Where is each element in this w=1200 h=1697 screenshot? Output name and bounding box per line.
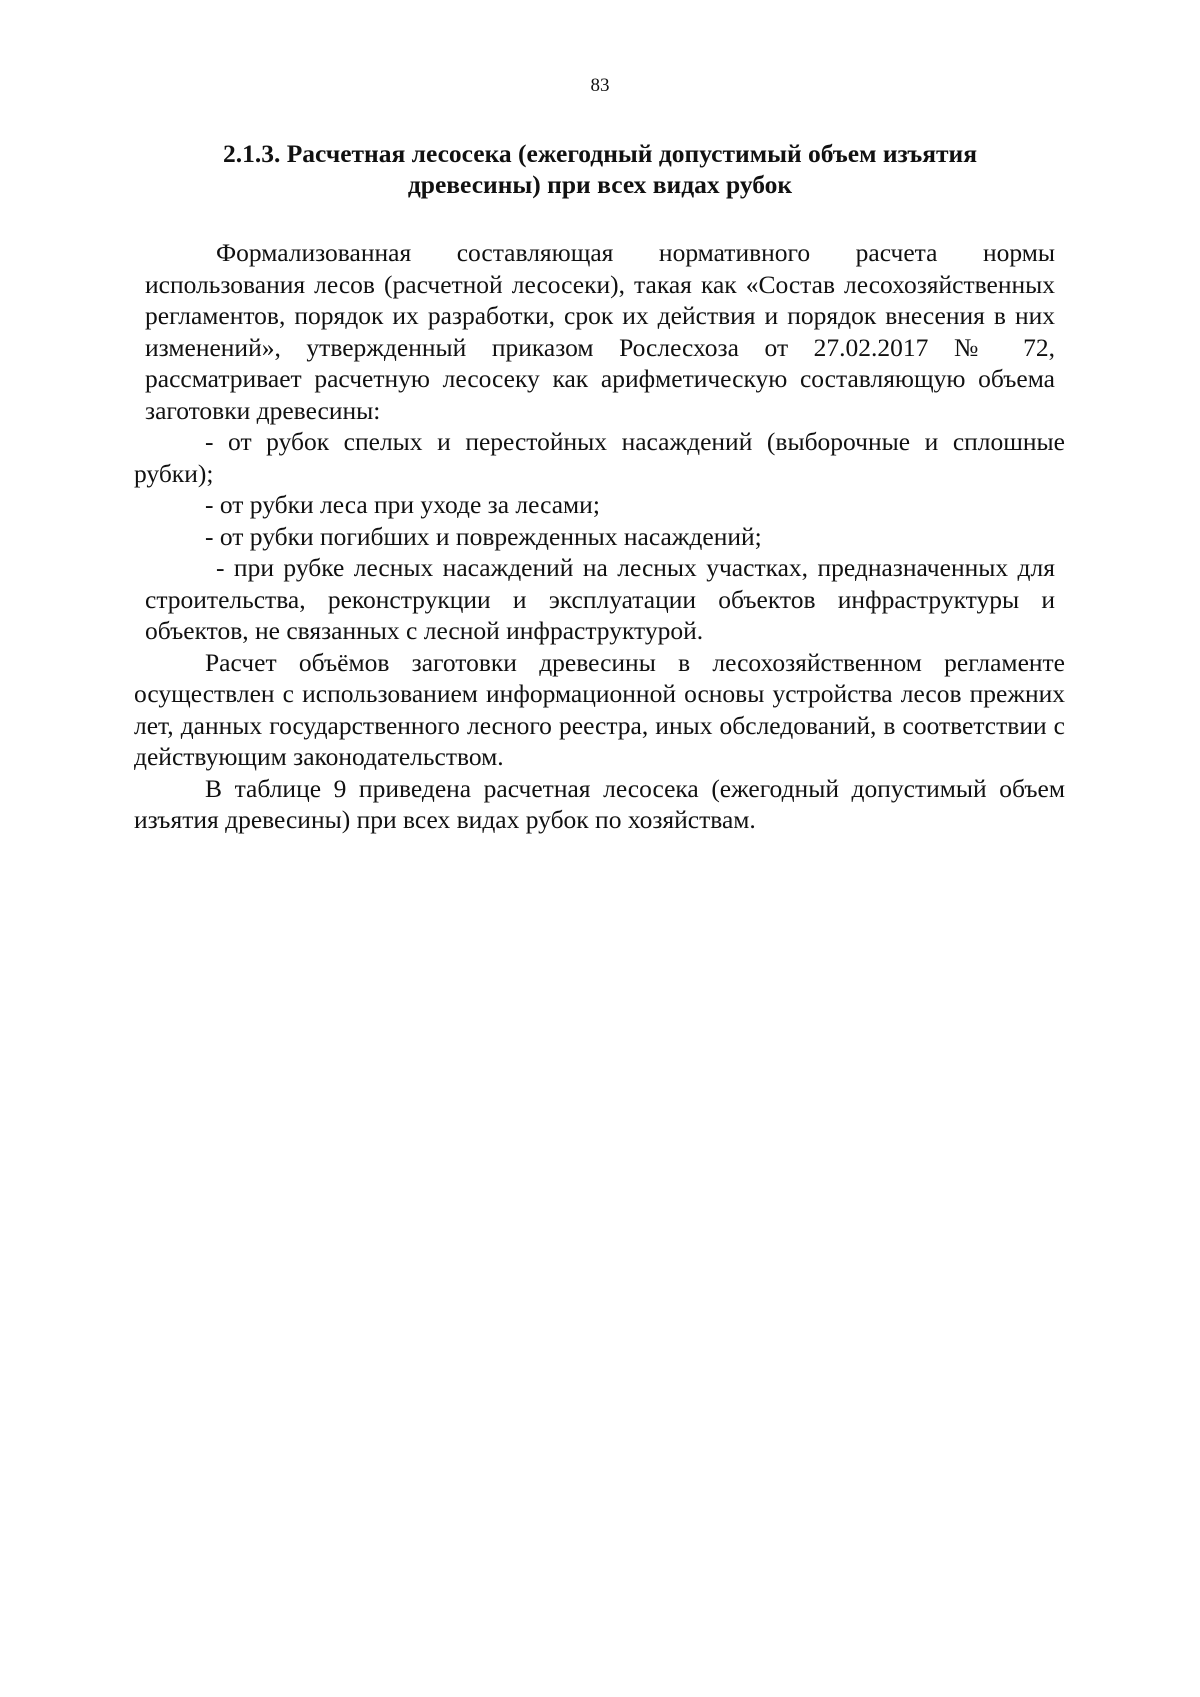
list-item-infrastructure: - при рубке лесных насаждений на лесных участках, предназначенных для строительства, реконструкции и эксплуатации объектов инфраструктуры и объектов, не связанных с лесной инфраструктурой. (145, 553, 1055, 645)
document-body (0, 237, 1200, 836)
section-heading-line-1: 2.1.3. Расчетная лесосека (ежегодный допустимый объем изъятия (222, 139, 978, 168)
paragraph-table-reference: В таблице 9 приведена расчетная лесосека (ежегодный допустимый объем изъятия древесины) при всех видах рубок по хозяйствам. (134, 773, 1065, 834)
page-number: 83 (590, 75, 610, 96)
section-heading-line-2: древесины) при всех видах рубок (407, 170, 793, 199)
list-item-care-felling: - от рубки леса при уходе за лесами; (205, 490, 600, 519)
list-item-dead-stands: - от рубки погибших и поврежденных насаждений; (205, 521, 762, 551)
section-heading (150, 138, 1050, 200)
list-item-mature-stands: - от рубок спелых и перестойных насаждений (выборочные и сплошные рубки); (134, 427, 1065, 488)
paragraph-intro: Формализованная составляющая нормативного расчета нормы использования лесов (расчетной лесосеки), такая как «Состав лесохозяйственных регламентов, порядок их разработки, срок их действия и порядок внесения в них изменений», утвержденный приказом Рослесхоза от 27.02.2017 № 72, рассматривает расчетную лесосеку как арифметическую составляющую объема заготовки древесины: (145, 238, 1055, 425)
paragraph-calculation: Расчет объёмов заготовки древесины в лесохозяйственном регламенте осуществлен с использованием информационной основы устройства лесов прежних лет, данных государственного лесного реестра, иных обследований, в соответствии с действующим законодательством. (134, 647, 1065, 771)
